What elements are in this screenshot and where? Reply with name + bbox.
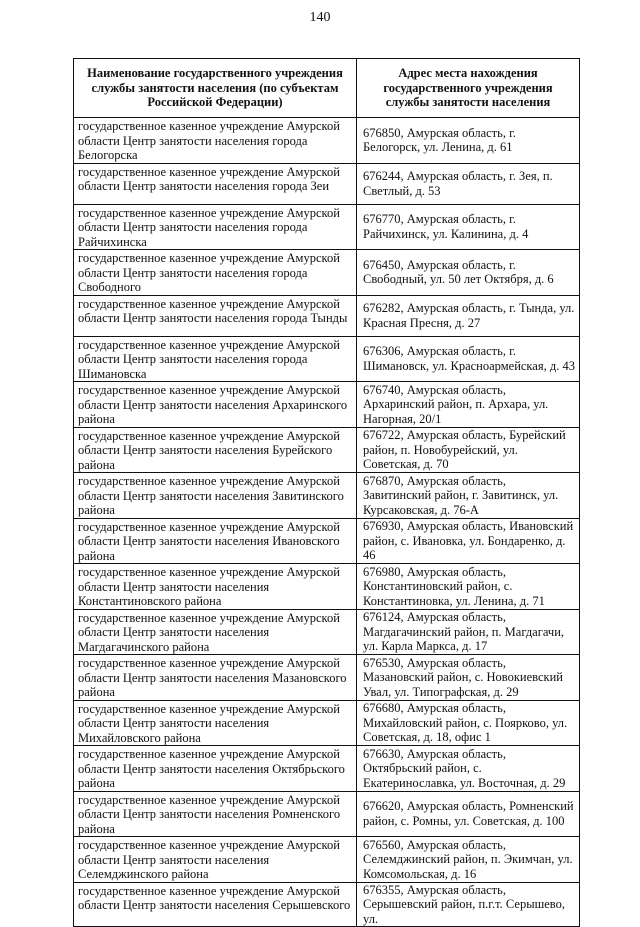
- institution-address-cell: 676770, Амурская область, г. Райчихинск, ул. Калинина, д. 4: [357, 204, 580, 250]
- institution-address-cell: 676930, Амурская область, Ивановский район, с. Ивановка, ул. Бондаренко, д. 46: [357, 518, 580, 564]
- table-row: [74, 118, 580, 164]
- institution-address-cell: 676306, Амурская область, г. Шимановск, ул. Красноармейская, д. 43: [357, 336, 580, 382]
- page-number: 140: [309, 10, 331, 25]
- table-row: [74, 518, 580, 564]
- table-row: [74, 609, 580, 655]
- institution-address-cell: 676282, Амурская область, г. Тында, ул. Красная Пресня, д. 27: [357, 295, 580, 336]
- institution-name-cell: государственное казенное учреждение Амурской области Центр занятости населения Ивановского района: [74, 518, 357, 564]
- table-row: [74, 473, 580, 519]
- institution-address-cell: 676980, Амурская область, Константиновский район, с. Константиновка, ул. Ленина, д. 71: [357, 564, 580, 610]
- institution-address-cell: 676620, Амурская область, Ромненский район, с. Ромны, ул. Советская, д. 100: [357, 791, 580, 837]
- institution-address-cell: 676124, Амурская область, Магдагачинский район, п. Магдагачи, ул. Карла Маркса, д. 17: [357, 609, 580, 655]
- table-row: [74, 791, 580, 837]
- table-row: [74, 382, 580, 428]
- institution-address-cell: 676560, Амурская область, Селемджинский район, п. Экимчан, ул. Комсомольская, д. 16: [357, 837, 580, 883]
- institution-name-cell: государственное казенное учреждение Амурской области Центр занятости населения Серышевского: [74, 882, 357, 927]
- table-row: [74, 427, 580, 473]
- employment-centers-table: [73, 58, 580, 927]
- table-row: [74, 700, 580, 746]
- institution-name-cell: государственное казенное учреждение Амурской области Центр занятости населения Михайловского района: [74, 700, 357, 746]
- table-row: [74, 204, 580, 250]
- institution-name-cell: государственное казенное учреждение Амурской области Центр занятости населения города Зеи: [74, 163, 357, 204]
- institution-name-cell: государственное казенное учреждение Амурской области Центр занятости населения Архаринского района: [74, 382, 357, 428]
- table-row: [74, 882, 580, 927]
- institution-name-cell: государственное казенное учреждение Амурской области Центр занятости населения города Тынды: [74, 295, 357, 336]
- institution-name-cell: государственное казенное учреждение Амурской области Центр занятости населения города Белогорска: [74, 118, 357, 164]
- institution-name-cell: государственное казенное учреждение Амурской области Центр занятости населения Завитинского района: [74, 473, 357, 519]
- institution-name-cell: государственное казенное учреждение Амурской области Центр занятости населения Бурейского района: [74, 427, 357, 473]
- institution-address-cell: 676722, Амурская область, Бурейский район, п. Новобурейский, ул. Советская, д. 70: [357, 427, 580, 473]
- table-row: [74, 564, 580, 610]
- table-header-row: [74, 59, 580, 118]
- institution-name-cell: государственное казенное учреждение Амурской области Центр занятости населения Селемджинского района: [74, 837, 357, 883]
- institution-name-cell: государственное казенное учреждение Амурской области Центр занятости населения города Свободного: [74, 250, 357, 296]
- institution-address-cell: 676680, Амурская область, Михайловский район, с. Поярково, ул. Советская, д. 18, офис 1: [357, 700, 580, 746]
- table-row: [74, 295, 580, 336]
- institution-name-cell: государственное казенное учреждение Амурской области Центр занятости населения города Шимановска: [74, 336, 357, 382]
- institution-address-cell: 676450, Амурская область, г. Свободный, ул. 50 лет Октября, д. 6: [357, 250, 580, 296]
- header-name: Наименование государственного учреждения службы занятости населения (по субъектам Российской Федерации): [74, 59, 357, 118]
- institution-address-cell: 676355, Амурская область, Серышевский район, п.г.т. Серышево, ул.: [357, 882, 580, 927]
- table-row: [74, 336, 580, 382]
- institution-address-cell: 676530, Амурская область, Мазановский район, с. Новокиевский Увал, ул. Типографская, д. 29: [357, 655, 580, 701]
- institution-name-cell: государственное казенное учреждение Амурской области Центр занятости населения Мазановского района: [74, 655, 357, 701]
- institution-name-cell: государственное казенное учреждение Амурской области Центр занятости населения Константиновского района: [74, 564, 357, 610]
- table-row: [74, 746, 580, 792]
- table-row: [74, 837, 580, 883]
- institution-address-cell: 676244, Амурская область, г. Зея, п. Светлый, д. 53: [357, 163, 580, 204]
- institution-name-cell: государственное казенное учреждение Амурской области Центр занятости населения города Райчихинска: [74, 204, 357, 250]
- table-row: [74, 250, 580, 296]
- institution-address-cell: 676850, Амурская область, г. Белогорск, ул. Ленина, д. 61: [357, 118, 580, 164]
- header-address: Адрес места нахождения государственного учреждения службы занятости населения: [357, 59, 580, 118]
- institution-name-cell: государственное казенное учреждение Амурской области Центр занятости населения Магдагачинского района: [74, 609, 357, 655]
- table-row: [74, 655, 580, 701]
- institution-address-cell: 676630, Амурская область, Октябрьский район, с. Екатеринославка, ул. Восточная, д. 29: [357, 746, 580, 792]
- institution-address-cell: 676870, Амурская область, Завитинский район, г. Завитинск, ул. Курсаковская, д. 76-А: [357, 473, 580, 519]
- table-row: [74, 163, 580, 204]
- institution-address-cell: 676740, Амурская область, Архаринский район, п. Архара, ул. Нагорная, 20/1: [357, 382, 580, 428]
- institution-name-cell: государственное казенное учреждение Амурской области Центр занятости населения Ромненского района: [74, 791, 357, 837]
- institution-name-cell: государственное казенное учреждение Амурской области Центр занятости населения Октябрьского района: [74, 746, 357, 792]
